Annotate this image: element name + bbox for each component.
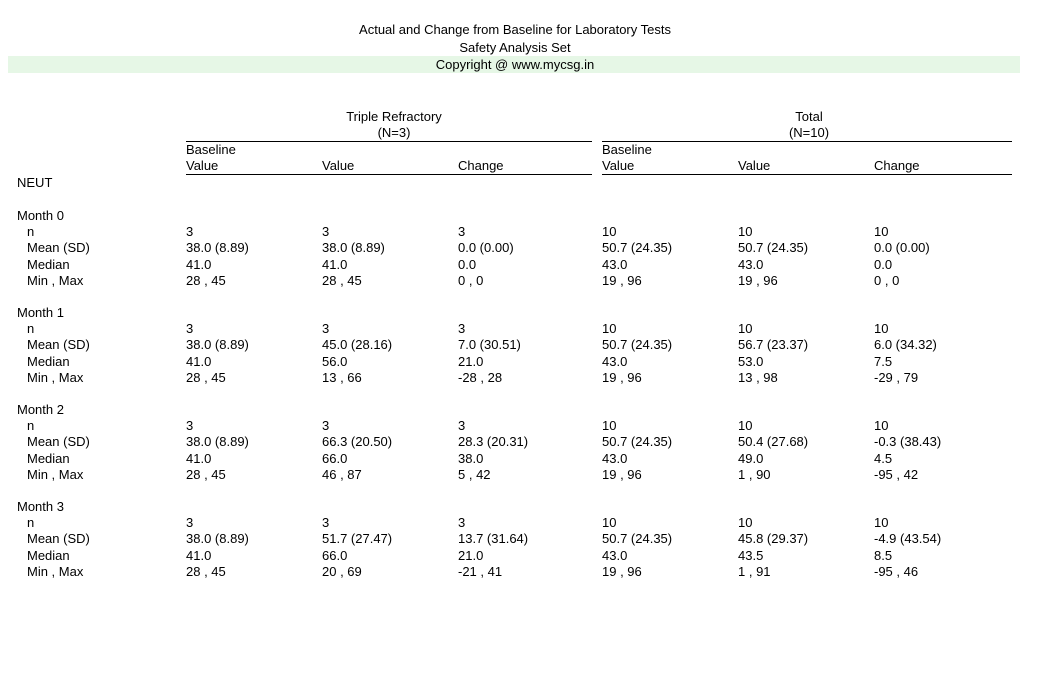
table-cell: 3 xyxy=(458,224,466,240)
table-cell: 1 , 90 xyxy=(738,466,771,482)
table-cell: 19 , 96 xyxy=(602,369,642,385)
table-cell: -29 , 79 xyxy=(874,369,919,385)
stat-label: Min , Max xyxy=(27,272,84,288)
table-cell: 7.5 xyxy=(874,353,893,369)
table-cell: 5 , 42 xyxy=(458,466,491,482)
table-cell: 10 xyxy=(738,224,753,240)
table-cell: 38.0 (8.89) xyxy=(186,337,249,353)
visit-label: Month 3 xyxy=(17,499,64,514)
table-cell: 56.7 (23.37) xyxy=(738,337,809,353)
parameter-label: NEUT xyxy=(17,175,53,190)
stat-label: n xyxy=(27,224,35,240)
table-cell: 19 , 96 xyxy=(738,272,778,288)
table-cell: 0 , 0 xyxy=(458,272,484,288)
col-header-line2: Value xyxy=(322,158,355,173)
table-cell: 3 xyxy=(322,418,330,434)
table-cell: 38.0 xyxy=(458,450,484,466)
table-cell: 10 xyxy=(874,321,889,337)
table-cell: 43.5 xyxy=(738,547,764,563)
table-cell: 0.0 (0.00) xyxy=(874,240,930,256)
table-cell: 10 xyxy=(602,418,617,434)
col-header-line2: Value xyxy=(186,158,219,173)
report-title: Actual and Change from Baseline for Laboratory Tests xyxy=(359,22,671,37)
table-cell: 13 , 98 xyxy=(738,369,778,385)
table-cell: 43.0 xyxy=(602,450,628,466)
col-underline xyxy=(602,174,1012,175)
table-cell: 43.0 xyxy=(738,256,764,272)
table-cell: 3 xyxy=(458,515,466,531)
table-cell: 66.3 (20.50) xyxy=(322,434,393,450)
table-cell: 28 , 45 xyxy=(186,369,226,385)
table-cell: 56.0 xyxy=(322,353,348,369)
table-cell: 28 , 45 xyxy=(186,563,226,579)
stat-label: Mean (SD) xyxy=(27,337,90,353)
table-cell: 3 xyxy=(186,515,194,531)
table-cell: 20 , 69 xyxy=(322,563,362,579)
table-cell: 28 , 45 xyxy=(186,272,226,288)
table-cell: 50.4 (27.68) xyxy=(738,434,809,450)
table-cell: -21 , 41 xyxy=(458,563,503,579)
group-n-total: (N=10) xyxy=(788,125,830,140)
stat-label: Mean (SD) xyxy=(27,531,90,547)
table-cell: 41.0 xyxy=(186,450,212,466)
stat-label: n xyxy=(27,515,35,531)
table-cell: 43.0 xyxy=(602,256,628,272)
col-header-line2: Change xyxy=(874,158,920,173)
table-cell: 10 xyxy=(602,515,617,531)
col-header-line2: Change xyxy=(458,158,504,173)
table-cell: 41.0 xyxy=(186,547,212,563)
table-cell: 50.7 (24.35) xyxy=(602,240,673,256)
table-cell: 19 , 96 xyxy=(602,563,642,579)
table-cell: 53.0 xyxy=(738,353,764,369)
report-subtitle: Safety Analysis Set xyxy=(459,40,571,55)
table-cell: 43.0 xyxy=(602,547,628,563)
table-cell: -95 , 42 xyxy=(874,466,919,482)
stat-label: Mean (SD) xyxy=(27,434,90,450)
stat-label: n xyxy=(27,418,35,434)
table-cell: 10 xyxy=(874,224,889,240)
stat-label: Median xyxy=(27,450,70,466)
stat-label: Min , Max xyxy=(27,466,84,482)
table-cell: -95 , 46 xyxy=(874,563,919,579)
table-cell: 10 xyxy=(602,224,617,240)
table-cell: 4.5 xyxy=(874,450,893,466)
table-cell: 0.0 xyxy=(458,256,477,272)
table-cell: 41.0 xyxy=(322,256,348,272)
table-cell: 0.0 xyxy=(874,256,893,272)
table-cell: 10 xyxy=(738,321,753,337)
stat-label: Mean (SD) xyxy=(27,240,90,256)
stat-label: Min , Max xyxy=(27,563,84,579)
group-underline-total xyxy=(602,141,1012,142)
table-cell: 28.3 (20.31) xyxy=(458,434,529,450)
table-cell: 0.0 (0.00) xyxy=(458,240,514,256)
table-cell: 3 xyxy=(322,224,330,240)
table-cell: 50.7 (24.35) xyxy=(602,434,673,450)
table-cell: 38.0 (8.89) xyxy=(322,240,385,256)
table-cell: 21.0 xyxy=(458,353,484,369)
table-cell: 10 xyxy=(874,418,889,434)
table-cell: 6.0 (34.32) xyxy=(874,337,937,353)
group-header-total: Total xyxy=(795,109,823,124)
table-cell: 28 , 45 xyxy=(186,466,226,482)
copyright-line: Copyright @ www.mycsg.in xyxy=(435,57,595,72)
table-cell: 3 xyxy=(322,515,330,531)
stat-label: Min , Max xyxy=(27,369,84,385)
table-cell: 3 xyxy=(458,418,466,434)
table-cell: 7.0 (30.51) xyxy=(458,337,521,353)
table-cell: 13.7 (31.64) xyxy=(458,531,529,547)
table-cell: 46 , 87 xyxy=(322,466,362,482)
table-cell: 10 xyxy=(874,515,889,531)
table-cell: 41.0 xyxy=(186,256,212,272)
table-cell: 10 xyxy=(738,515,753,531)
visit-label: Month 0 xyxy=(17,208,64,223)
col-underline xyxy=(186,174,592,175)
table-cell: 3 xyxy=(322,321,330,337)
stat-label: n xyxy=(27,321,35,337)
col-header-line1: Baseline xyxy=(602,142,652,157)
table-cell: 66.0 xyxy=(322,450,348,466)
table-cell: 3 xyxy=(186,418,194,434)
table-cell: 8.5 xyxy=(874,547,893,563)
stat-label: Median xyxy=(27,547,70,563)
table-cell: -4.9 (43.54) xyxy=(874,531,942,547)
col-header-line2: Value xyxy=(738,158,771,173)
table-cell: 10 xyxy=(602,321,617,337)
stat-label: Median xyxy=(27,353,70,369)
table-cell: 49.0 xyxy=(738,450,764,466)
group-n-triple-refractory: (N=3) xyxy=(377,125,411,140)
table-cell: 50.7 (24.35) xyxy=(738,240,809,256)
visit-label: Month 1 xyxy=(17,305,64,320)
table-cell: 43.0 xyxy=(602,353,628,369)
table-cell: 45.8 (29.37) xyxy=(738,531,809,547)
table-cell: 3 xyxy=(458,321,466,337)
table-cell: 50.7 (24.35) xyxy=(602,531,673,547)
table-cell: 19 , 96 xyxy=(602,466,642,482)
table-cell: 19 , 96 xyxy=(602,272,642,288)
table-cell: 0 , 0 xyxy=(874,272,900,288)
table-cell: 66.0 xyxy=(322,547,348,563)
table-cell: 41.0 xyxy=(186,353,212,369)
col-header-line1: Baseline xyxy=(186,142,236,157)
table-cell: 1 , 91 xyxy=(738,563,771,579)
table-cell: 51.7 (27.47) xyxy=(322,531,393,547)
table-cell: 3 xyxy=(186,321,194,337)
table-cell: 3 xyxy=(186,224,194,240)
visit-label: Month 2 xyxy=(17,402,64,417)
table-cell: 45.0 (28.16) xyxy=(322,337,393,353)
group-header-triple-refractory: Triple Refractory xyxy=(346,109,442,124)
table-cell: 38.0 (8.89) xyxy=(186,240,249,256)
stat-label: Median xyxy=(27,256,70,272)
table-cell: 13 , 66 xyxy=(322,369,362,385)
table-cell: -0.3 (38.43) xyxy=(874,434,942,450)
col-header-line2: Value xyxy=(602,158,635,173)
table-cell: 38.0 (8.89) xyxy=(186,434,249,450)
table-cell: 10 xyxy=(738,418,753,434)
table-cell: 21.0 xyxy=(458,547,484,563)
table-cell: 38.0 (8.89) xyxy=(186,531,249,547)
group-underline-triple-refractory xyxy=(186,141,592,142)
table-cell: 50.7 (24.35) xyxy=(602,337,673,353)
table-cell: -28 , 28 xyxy=(458,369,503,385)
table-cell: 28 , 45 xyxy=(322,272,362,288)
